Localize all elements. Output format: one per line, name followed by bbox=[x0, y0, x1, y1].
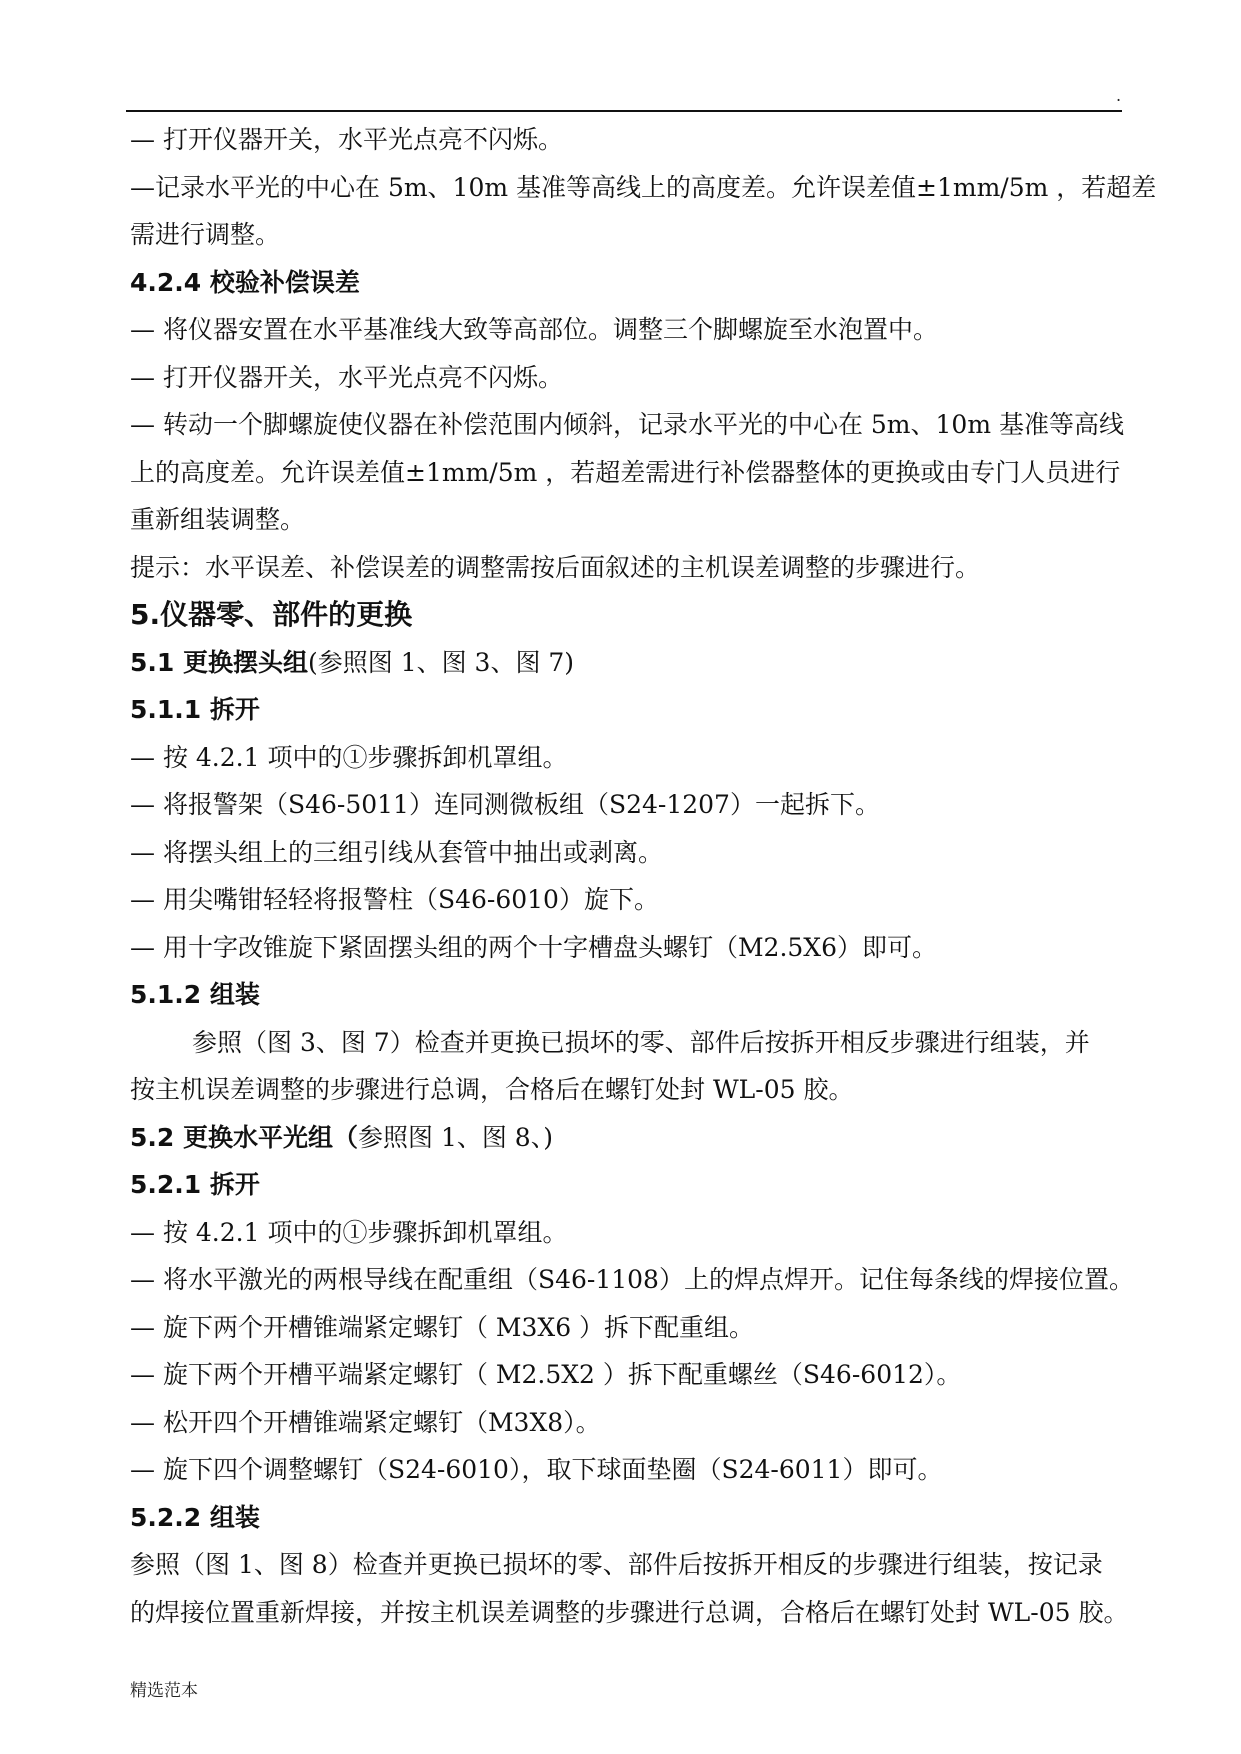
text-line: — 松开四个开槽锥端紧定螺钉（M3X8）。 bbox=[130, 1407, 601, 1437]
section-heading: 5.1 更换摆头组(参照图 1、图 3、图 7) bbox=[130, 647, 575, 677]
text-line: 重新组装调整。 bbox=[130, 505, 306, 534]
subsection-heading: 5.1.2 组装 bbox=[130, 980, 260, 1009]
text-line: — 转动一个脚螺旋使仪器在补偿范围内倾斜，记录水平光的中心在 5m、10m 基准等高线 bbox=[130, 410, 1124, 439]
text-line: — 旋下两个开槽锥端紧定螺钉（ M3X6 ）拆下配重组。 bbox=[130, 1312, 755, 1342]
chapter-heading: 5.仪器零、部件的更换 bbox=[130, 598, 413, 631]
text-line: — 打开仪器开关，水平光点亮不闪烁。 bbox=[130, 125, 563, 154]
text-line: — 将报警架（S46-5011）连同测微板组（S24-1207）一起拆下。 bbox=[130, 790, 880, 819]
subsection-heading: 5.2.1 拆开 bbox=[130, 1170, 260, 1199]
text-line: 需进行调整。 bbox=[130, 220, 281, 249]
subsection-heading: 5.1.1 拆开 bbox=[130, 695, 260, 724]
text-line: — 将摆头组上的三组引线从套管中抽出或剥离。 bbox=[130, 837, 663, 867]
text-line: 参照（图 1、图 8）检查并更换已损坏的零、部件后按拆开相反的步骤进行组装，按记录 bbox=[130, 1550, 1103, 1579]
text-line: — 按 4.2.1 项中的①步骤拆卸机罩组。 bbox=[130, 742, 568, 772]
text-line: — 打开仪器开关，水平光点亮不闪烁。 bbox=[130, 362, 563, 392]
text-line: 按主机误差调整的步骤进行总调，合格后在螺钉处封 WL-05 胶。 bbox=[130, 1075, 854, 1104]
text-line: 上的高度差。允许误差值±1mm/5m ，若超差需进行补偿器整体的更换或由专门人员进行 bbox=[130, 457, 1121, 487]
text-line: — 用尖嘴钳轻轻将报警柱（S46-6010）旋下。 bbox=[130, 885, 659, 914]
header-rule bbox=[126, 110, 1122, 112]
text-line: 的焊接位置重新焊接，并按主机误差调整的步骤进行总调，合格后在螺钉处封 WL-05 胶。 bbox=[130, 1597, 1129, 1627]
text-line: — 将仪器安置在水平基准线大致等高部位。调整三个脚螺旋至水泡置中。 bbox=[130, 315, 938, 344]
text-line: 参照（图 3、图 7）检查并更换已损坏的零、部件后按拆开相反步骤进行组装，并 bbox=[192, 1027, 1090, 1057]
section-heading: 5.2 更换水平光组（参照图 1、图 8、) bbox=[130, 1122, 553, 1152]
text-line: — 将水平激光的两根导线在配重组（S46-1108）上的焊点焊开。记住每条线的焊接位置。 bbox=[130, 1265, 1134, 1294]
text-line: — 用十字改锥旋下紧固摆头组的两个十字槽盘头螺钉（M2.5X6）即可。 bbox=[130, 932, 938, 962]
text-line: — 按 4.2.1 项中的①步骤拆卸机罩组。 bbox=[130, 1217, 568, 1247]
footer-label: 精选范本 bbox=[130, 1681, 198, 1701]
tip-line: 提示：水平误差、补偿误差的调整需按后面叙述的主机误差调整的步骤进行。 bbox=[130, 552, 981, 582]
text-line: — 旋下两个开槽平端紧定螺钉（ M2.5X2 ）拆下配重螺丝（S46-6012）。 bbox=[130, 1360, 962, 1389]
text-line: — 旋下四个调整螺钉（S24-6010），取下球面垫圈（S24-6011）即可。 bbox=[130, 1455, 943, 1484]
document-body bbox=[130, 116, 1157, 1636]
section-heading: 4.2.4 校验补偿误差 bbox=[130, 267, 360, 297]
figure-reference: (参照图 1、图 3、图 7) bbox=[308, 647, 575, 677]
figure-reference: 参照图 1、图 8、) bbox=[358, 1122, 553, 1152]
text-line: —记录水平光的中心在 5m、10m 基准等高线上的高度差。允许误差值±1mm/5m ，若超差 bbox=[130, 172, 1157, 202]
subsection-heading: 5.2.2 组装 bbox=[130, 1502, 260, 1532]
header-mark: . bbox=[1116, 86, 1122, 105]
